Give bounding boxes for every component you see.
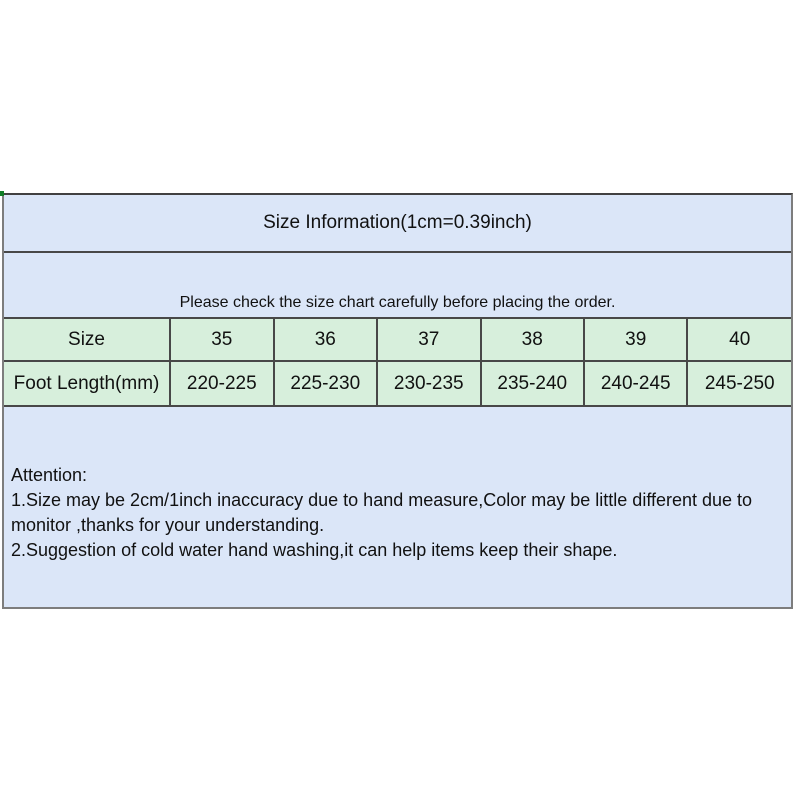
foot-length-cell: 245-250 <box>687 361 791 406</box>
foot-length-cell: 225-230 <box>274 361 377 406</box>
table-row-size <box>4 318 791 361</box>
size-cell: 37 <box>377 318 480 361</box>
size-cell: 39 <box>584 318 687 361</box>
size-info-panel <box>2 193 793 609</box>
foot-length-cell: 220-225 <box>170 361 273 406</box>
row-header-foot-length: Foot Length(mm) <box>4 361 170 406</box>
foot-length-cell: 230-235 <box>377 361 480 406</box>
row-header-size: Size <box>4 318 170 361</box>
table-row-foot-length <box>4 361 791 406</box>
size-table <box>4 317 791 407</box>
subtitle-row <box>4 253 791 317</box>
attention-line-1-cont: monitor ,thanks for your understanding. <box>11 515 325 535</box>
attention-block <box>4 407 791 607</box>
panel-subtitle: Please check the size chart carefully before placing the order. <box>179 294 616 311</box>
attention-line-2: 2.Suggestion of cold water hand washing,it can help items keep their shape. <box>11 540 618 560</box>
panel-title: Size Information(1cm=0.39inch) <box>4 195 791 253</box>
attention-line-1: 1.Size may be 2cm/1inch inaccuracy due to hand measure,Color may be little different due to <box>11 490 753 510</box>
attention-heading: Attention: <box>11 465 88 485</box>
size-cell: 35 <box>170 318 273 361</box>
size-cell: 38 <box>481 318 584 361</box>
size-cell: 36 <box>274 318 377 361</box>
corner-artifact <box>0 191 4 196</box>
size-cell: 40 <box>687 318 791 361</box>
foot-length-cell: 235-240 <box>481 361 584 406</box>
foot-length-cell: 240-245 <box>584 361 687 406</box>
